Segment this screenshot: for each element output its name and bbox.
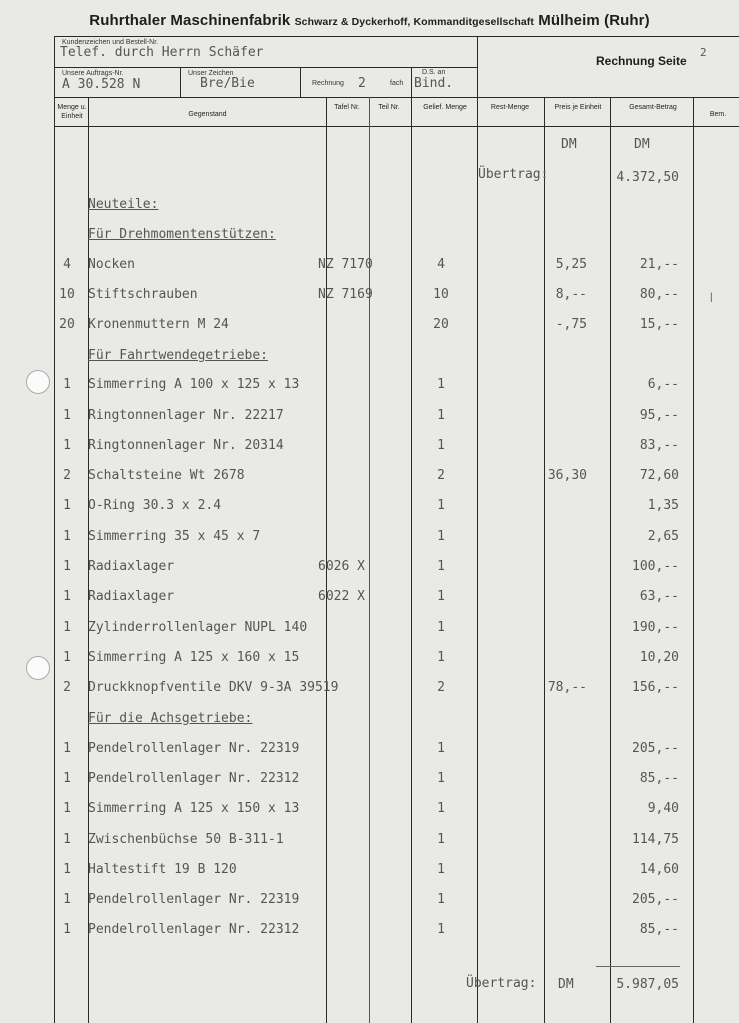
row-qty: 1: [63, 922, 71, 937]
row-unit-price: 5,25: [555, 257, 587, 272]
header-right-divider: [477, 36, 478, 97]
colhead-bottom-rule: [54, 126, 739, 127]
header-bottom-rule: [54, 97, 739, 98]
section-new-parts: Neuteile:: [88, 197, 159, 212]
table-row: [0, 620, 739, 640]
invoice-label: Rechnung: [312, 80, 344, 87]
row-description: Radiaxlager: [88, 559, 175, 574]
row-description: Haltestift 19 B 120: [88, 862, 237, 877]
row-description: O-Ring 30.3 x 2.4: [88, 498, 222, 513]
page-label: Rechnung Seite: [596, 54, 687, 68]
row-delivered: 1: [437, 529, 445, 544]
row-qty: 1: [63, 862, 71, 877]
row-qty: 10: [59, 287, 75, 302]
ref-label: Unser Zeichen: [188, 70, 234, 77]
row-delivered: 1: [437, 620, 445, 635]
row-delivered: 2: [437, 468, 445, 483]
table-row: [0, 589, 739, 609]
customer-value: Telef. durch Herrn Schäfer: [60, 45, 264, 60]
col-tafel: Tafel Nr.: [334, 104, 360, 111]
table-row: [0, 377, 739, 397]
row-description: Pendelrollenlager Nr. 22312: [88, 922, 300, 937]
ds-value: Bind.: [414, 76, 454, 91]
row-unit-price: 8,--: [555, 287, 587, 302]
fach-label: fach: [390, 80, 404, 87]
row-reference: 6022 X: [318, 589, 365, 604]
row-total: 205,--: [632, 892, 679, 907]
row-total: 190,--: [632, 620, 679, 635]
row-description: Simmerring A 125 x 150 x 13: [88, 801, 300, 816]
row-qty: 1: [63, 741, 71, 756]
carry-out-rule: [596, 966, 680, 967]
row-total: 156,--: [632, 680, 679, 695]
col-total: Gesamt-Betrag: [629, 104, 677, 111]
row-description: Pendelrollenlager Nr. 22319: [88, 741, 300, 756]
carry-out-label: Übertrag:: [466, 976, 537, 991]
row-delivered: 1: [437, 377, 445, 392]
row-description: Pendelrollenlager Nr. 22319: [88, 892, 300, 907]
row-qty: 1: [63, 771, 71, 786]
carry-out-currency: DM: [558, 977, 574, 992]
header-top-rule: [54, 36, 739, 37]
invoice-count: 2: [358, 76, 366, 91]
row-total: 205,--: [632, 741, 679, 756]
row-qty: 1: [63, 892, 71, 907]
row-delivered: 1: [437, 832, 445, 847]
row-total: 21,--: [639, 257, 679, 272]
table-row: [0, 408, 739, 428]
row-delivered: 1: [437, 801, 445, 816]
order-value: A 30.528 N: [62, 77, 141, 92]
order-label: Unsere Auftrags-Nr.: [62, 70, 124, 77]
row-delivered: 1: [437, 771, 445, 786]
row-qty: 4: [63, 257, 71, 272]
col-delivered: Gelief. Menge: [423, 104, 467, 111]
row-description: Simmerring 35 x 45 x 7: [88, 529, 261, 544]
table-row: [0, 680, 739, 700]
row-delivered: 1: [437, 741, 445, 756]
carry-in-label: Übertrag:: [478, 167, 549, 182]
row-description: Druckknopfventile DKV 9-3A 39519: [88, 680, 339, 695]
row-delivered: 1: [437, 559, 445, 574]
row-delivered: 1: [437, 408, 445, 423]
table-row: [0, 438, 739, 458]
table-row: [0, 741, 739, 761]
row-qty: 1: [63, 377, 71, 392]
row-total: 10,20: [639, 650, 679, 665]
row-total: 83,--: [639, 438, 679, 453]
table-row: [0, 892, 739, 912]
row-total: 95,--: [639, 408, 679, 423]
row-description: Ringtonnenlager Nr. 20314: [88, 438, 284, 453]
table-row: [0, 922, 739, 942]
carry-out-value: 5.987,05: [616, 977, 679, 992]
row-total: 2,65: [647, 529, 679, 544]
row-total: 15,--: [639, 317, 679, 332]
col-item: Gegenstand: [188, 111, 227, 118]
row-total: 85,--: [639, 771, 679, 786]
ref-divider: [300, 67, 301, 97]
row-qty: 1: [63, 559, 71, 574]
row-reference: 6026 X: [318, 559, 365, 574]
margin-mark: |: [710, 292, 713, 303]
row-description: Zylinderrollenlager NUPL 140: [88, 620, 308, 635]
col-unit-price: Preis je Einheit: [554, 104, 602, 111]
row-total: 9,40: [647, 801, 679, 816]
ds-divider: [411, 67, 412, 97]
page-value: 2: [700, 46, 707, 59]
row-total: 14,60: [639, 862, 679, 877]
row-total: 100,--: [632, 559, 679, 574]
table-row: [0, 529, 739, 549]
row-description: Nocken: [88, 257, 135, 272]
row-qty: 1: [63, 801, 71, 816]
col-rest: Rest-Menge: [490, 104, 530, 111]
table-row: [0, 862, 739, 882]
section-torque: Für Drehmomentenstützen:: [88, 227, 276, 242]
table-row: [0, 287, 739, 307]
table-row: [0, 468, 739, 488]
col-teil: Teil Nr.: [378, 104, 400, 111]
row-reference: NZ 7170: [318, 257, 373, 272]
row-total: 114,75: [632, 832, 679, 847]
row-qty: 20: [59, 317, 75, 332]
row-delivered: 1: [437, 892, 445, 907]
table-row: [0, 559, 739, 579]
customer-label: Kundenzeichen und Bestell-Nr.: [62, 39, 159, 46]
table-row: [0, 498, 739, 518]
row-delivered: 1: [437, 862, 445, 877]
row-qty: 1: [63, 589, 71, 604]
row-delivered: 1: [437, 498, 445, 513]
row-unit-price: 78,--: [547, 680, 587, 695]
col-remark: Bem.: [709, 111, 727, 118]
letterhead: [0, 12, 739, 29]
row-delivered: 20: [433, 317, 449, 332]
row-delivered: 1: [437, 650, 445, 665]
row-description: Pendelrollenlager Nr. 22312: [88, 771, 300, 786]
row-total: 63,--: [639, 589, 679, 604]
carry-in-value: 4.372,50: [616, 170, 679, 185]
company-city: Mülheim (Ruhr): [538, 12, 650, 29]
row-unit-price: -,75: [555, 317, 587, 332]
currency-price: DM: [561, 137, 577, 152]
row-delivered: 1: [437, 438, 445, 453]
table-row: [0, 317, 739, 337]
col-qty: Menge u. Einheit: [57, 104, 87, 120]
table-row: [0, 801, 739, 821]
row-description: Radiaxlager: [88, 589, 175, 604]
currency-total: DM: [634, 137, 650, 152]
ref-value: Bre/Bie: [200, 76, 255, 91]
row-qty: 1: [63, 498, 71, 513]
row-total: 6,--: [647, 377, 679, 392]
row-qty: 1: [63, 529, 71, 544]
row-unit-price: 36,30: [547, 468, 587, 483]
row-delivered: 4: [437, 257, 445, 272]
row-delivered: 1: [437, 589, 445, 604]
row-delivered: 1: [437, 922, 445, 937]
table-row: [0, 771, 739, 791]
ds-label: D.S. an: [422, 69, 446, 76]
row-description: Stiftschrauben: [88, 287, 198, 302]
row-delivered: 10: [433, 287, 449, 302]
row-qty: 2: [63, 680, 71, 695]
table-row: [0, 257, 739, 277]
row-qty: 1: [63, 650, 71, 665]
header-mid-rule: [54, 67, 477, 68]
row-total: 1,35: [647, 498, 679, 513]
row-description: Kronenmuttern M 24: [88, 317, 229, 332]
row-delivered: 2: [437, 680, 445, 695]
row-total: 72,60: [639, 468, 679, 483]
row-description: Ringtonnenlager Nr. 22217: [88, 408, 284, 423]
row-qty: 1: [63, 620, 71, 635]
table-row: [0, 832, 739, 852]
row-total: 80,--: [639, 287, 679, 302]
row-qty: 1: [63, 438, 71, 453]
row-qty: 1: [63, 408, 71, 423]
row-qty: 2: [63, 468, 71, 483]
order-divider: [180, 67, 181, 97]
row-description: Zwischenbüchse 50 B-311-1: [88, 832, 284, 847]
company-name: Ruhrthaler Maschinenfabrik: [89, 12, 291, 29]
row-description: Simmerring A 125 x 160 x 15: [88, 650, 300, 665]
row-reference: NZ 7169: [318, 287, 373, 302]
company-legal: Schwarz & Dyckerhoff, Kommanditgesellschaft: [294, 16, 535, 28]
row-description: Simmerring A 100 x 125 x 13: [88, 377, 300, 392]
section-reversing: Für Fahrtwendegetriebe:: [88, 348, 269, 363]
section-axle: Für die Achsgetriebe:: [88, 711, 253, 726]
table-row: [0, 650, 739, 670]
row-qty: 1: [63, 832, 71, 847]
row-description: Schaltsteine Wt 2678: [88, 468, 245, 483]
row-total: 85,--: [639, 922, 679, 937]
